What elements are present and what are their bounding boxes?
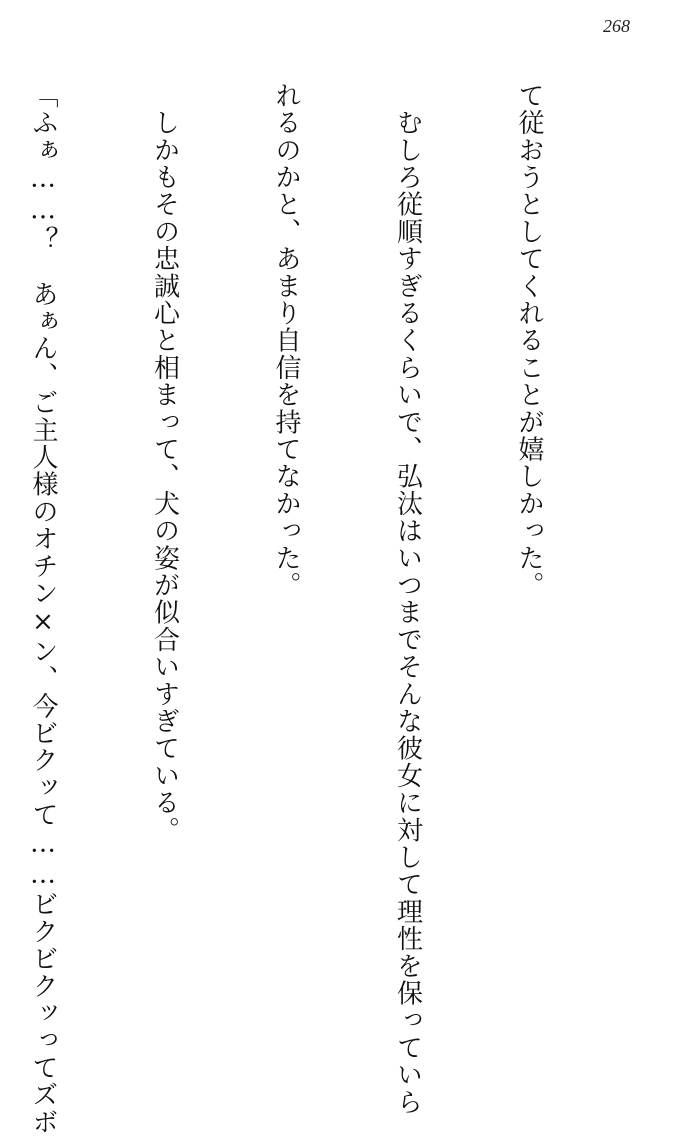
text-line: れるのかと、あまり自信を持てなかった。 [271, 82, 301, 599]
text-line: て従おうとしてくれることが嬉しかった。 [514, 82, 544, 599]
text-line: しかもその忠誠心と相まって、犬の姿が似合いすぎている。 [149, 82, 180, 844]
text-line: 「ふぁ……？ あぁん、ご主人様のオチン×ン、今ビクッて……ビクビクッってズボ [28, 82, 58, 1136]
vertical-text-body [28, 82, 630, 1136]
text-line: むしろ従順すぎるくらいで、弘汰はいつまでそんな彼女に対して理性を保っていら [392, 82, 423, 1116]
page-number: 268 [603, 16, 630, 36]
